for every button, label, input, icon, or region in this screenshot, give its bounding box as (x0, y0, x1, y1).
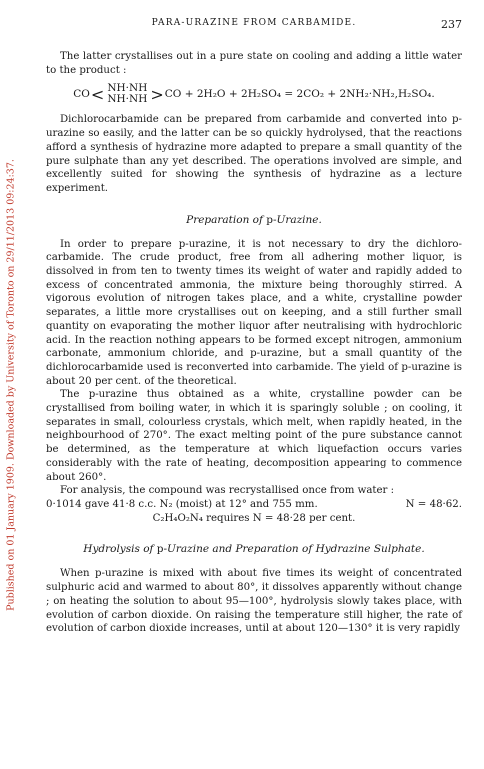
page-number: 237 (441, 18, 462, 31)
equation-ring-bottom: NH·NH (107, 93, 148, 106)
section-title-preparation-prefix: Preparation of (186, 213, 267, 226)
equation-lhs-prefix: CO (73, 88, 90, 101)
publication-stamp (0, 0, 22, 769)
section-title-preparation (46, 214, 462, 226)
running-title: PARA-URAZINE FROM CARBAMIDE. (151, 18, 357, 28)
section-title-hydrolysis-suffix: Urazine and Preparation of Hydrazine Sulphate. (167, 543, 425, 556)
paragraph-hydrolysis: When p-urazine is mixed with about five times its weight of concentrated sulphuric acid and warmed to about 80°, it dissolves apparently without change ; on heating the solution to about 95—100°, hydrolysis slowly takes place, with evolution of carbon dioxide. On raising the temperature still higher, the rate of evolution of carbon dioxide increases, until at about 120—130° it is very rapidly (46, 568, 462, 635)
section-title-hydrolysis (46, 543, 462, 555)
analysis-result-line (46, 498, 462, 512)
equation-rest: CO + 2H₂O + 2H₂SO₄ = 2CO₂ + 2NH₂·NH₂,H₂SO₄. (164, 88, 435, 101)
paragraph-preparation-3: For analysis, the compound was recrystallised once from water : (60, 485, 395, 497)
analysis-result: 0·1014 gave 41·8 c.c. N₂ (moist) at 12° and 755 mm. (46, 498, 318, 510)
paragraph-preparation-1: In order to prepare p-urazine, it is not necessary to dry the dichloro-carbamide. The crude product, free from all adhering mother liquor, is dissolved in from ten to twenty times its weight of water and rapidly added to excess of concentrated ammonia, the mixture being thoroughly stirred. A vigorous evolution of nitrogen takes place, and a white, crystalline powder separates, a little more crystallises out on keeping, and a still further small quantity on evaporating the mother liquor after neutralising with hydrochloric acid. In the reaction nothing appears to be formed except nitrogen, ammonium carbonate, ammonium chloride, and p-urazine, but a small quantity of the dichlorocarbamide used is reconverted into carbamide. The yield of p-urazine is about 20 per cent. of the theoretical. (46, 238, 462, 387)
equation-ring-top: NH·NH (107, 82, 148, 95)
section-title-preparation-suffix: Urazine. (276, 213, 322, 226)
section-title-preparation-p: p- (266, 213, 277, 226)
section-title-hydrolysis-prefix: Hydrolysis of (83, 543, 157, 556)
section-title-hydrolysis-p: p- (156, 543, 168, 556)
publication-stamp-text: Published on 01 January 1909. Downloaded by University of Toronto on 29/11/2013 09:24:37. (5, 159, 17, 611)
paragraph-dichloro: Dichlorocarbamide can be prepared from carbamide and converted into p-urazine so easily, and the latter can be so quickly hydrolysed, that the reactions afford a synthesis of hydrazine more adapted to prepare a small quantity of the pure sulphate than any yet described. The operations involved are simple, and excellently suited for showing the synthesis of hydrazine as a lecture experiment. (46, 114, 462, 194)
page-content (46, 18, 462, 636)
analysis-found: N = 48·62. (405, 498, 462, 510)
paragraph-preparation-2: The p-urazine thus obtained as a white, crystalline powder can be crystallised from boiling water, in which it is sparingly soluble ; on cooling, it separates in small, colourless crystals, which melt, when rapidly heated, in the neighbourhood of 270°. The exact melting point of the pure substance cannot be determined, as the temperature at which liquefaction occurs varies considerably with the rate of heating, decomposition appearing to commence about 260°. (46, 389, 462, 483)
intro-paragraph: The latter crystallises out in a pure state on cooling and adding a little water to the product : (46, 51, 462, 76)
analysis-required: C₂H₄O₂N₄ requires N = 48·28 per cent. (152, 512, 356, 524)
equation-ring (107, 83, 147, 105)
running-header (46, 18, 462, 32)
reaction-equation (46, 83, 462, 105)
equation-right-angle: > (150, 84, 164, 104)
equation-left-angle: < (90, 84, 105, 104)
